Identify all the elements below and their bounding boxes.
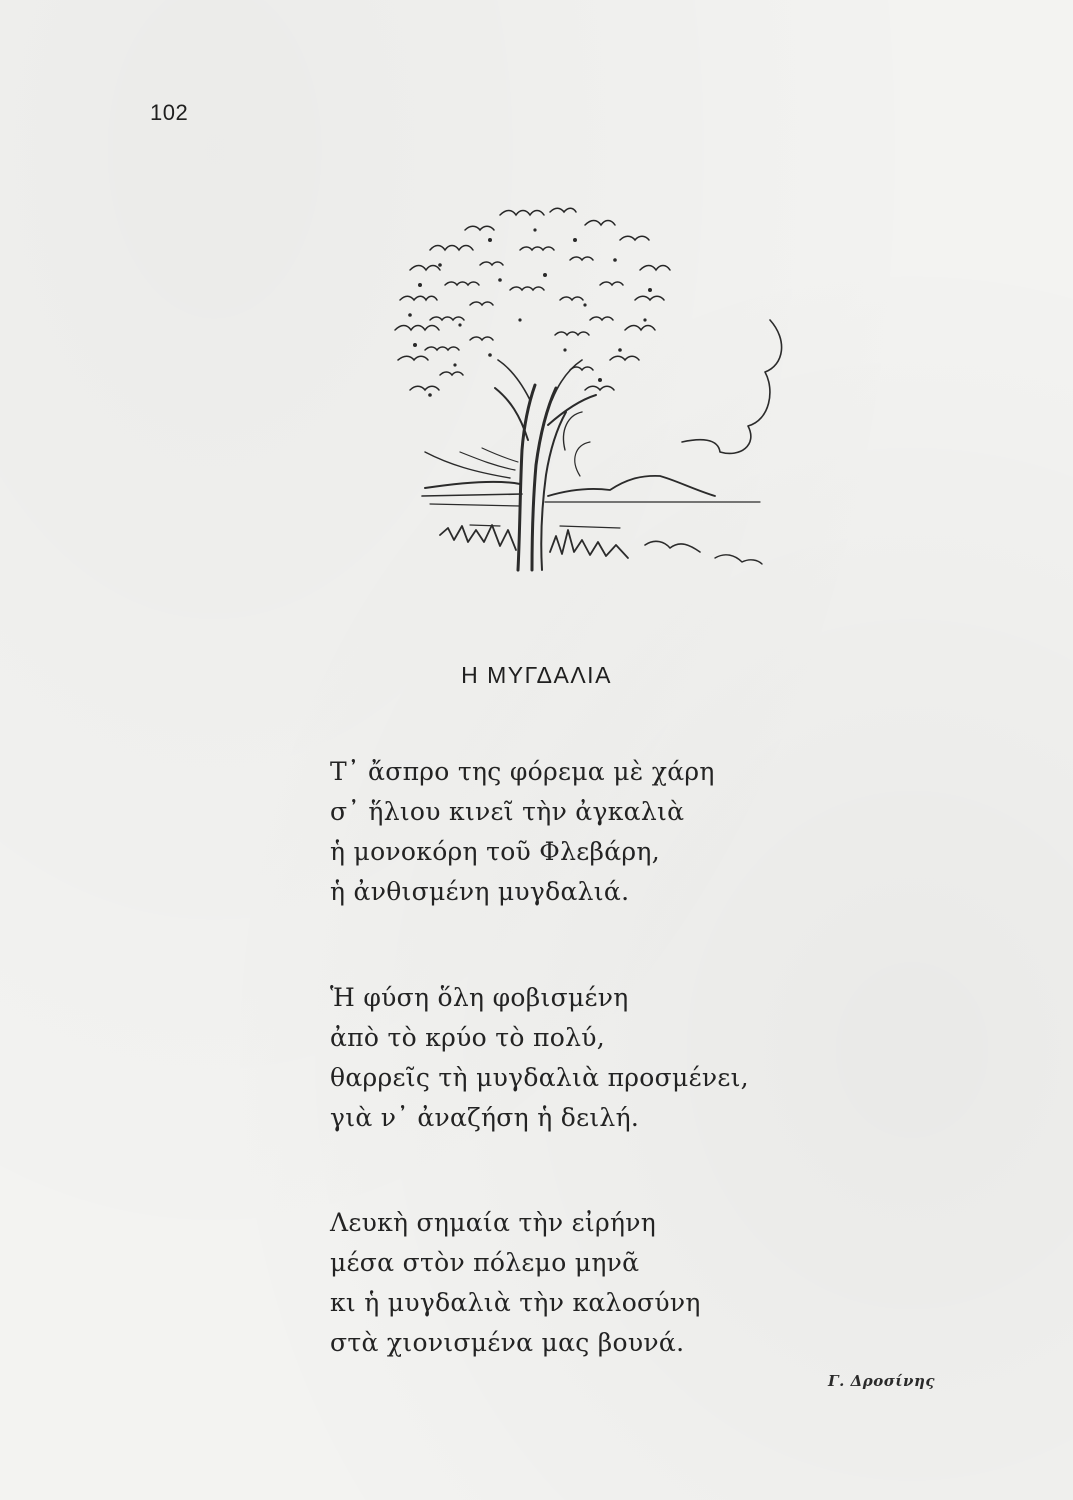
stanza	[330, 752, 715, 912]
poem-line: θαρρεῖς τὴ μυγδαλιὰ προσμένει,	[330, 1063, 749, 1092]
poem-line: γιὰ ν᾽ ἀναζήση ἡ δειλή.	[330, 1103, 640, 1132]
poem-line: Ἡ φύση ὅλη φοβισμένη	[330, 983, 629, 1012]
author-signature: Γ. Δροσίνης	[828, 1372, 935, 1390]
poem-line: μέσα στὸν πόλεμο μηνᾶ	[330, 1248, 640, 1277]
poem-line: σ᾽ ἥλιου κινεῖ τὴν ἀγκαλιὰ	[330, 797, 685, 826]
poem-line: ἡ μονοκόρη τοῦ Φλεβάρη,	[330, 837, 660, 866]
tree-illustration	[370, 190, 790, 580]
poem-line: ἀπὸ τὸ κρύο τὸ πολύ,	[330, 1023, 605, 1052]
poem-line: Τ᾽ ἄσπρο της φόρεμα μὲ χάρη	[330, 757, 715, 786]
page-number: 102	[150, 100, 189, 125]
stanza	[330, 1203, 701, 1363]
poem-line: κι ἡ μυγδαλιὰ τὴν καλοσύνη	[330, 1288, 701, 1317]
stanza	[330, 978, 749, 1138]
poem-line: στὰ χιονισμένα μας βουνά.	[330, 1328, 685, 1357]
poem-line: Λευκὴ σημαία τὴν εἰρήνη	[330, 1208, 657, 1237]
poem-title: Η ΜΥΓΔΑΛΙΑ	[461, 662, 612, 688]
poem-line: ἡ ἀνθισμένη μυγδαλιά.	[330, 877, 630, 906]
